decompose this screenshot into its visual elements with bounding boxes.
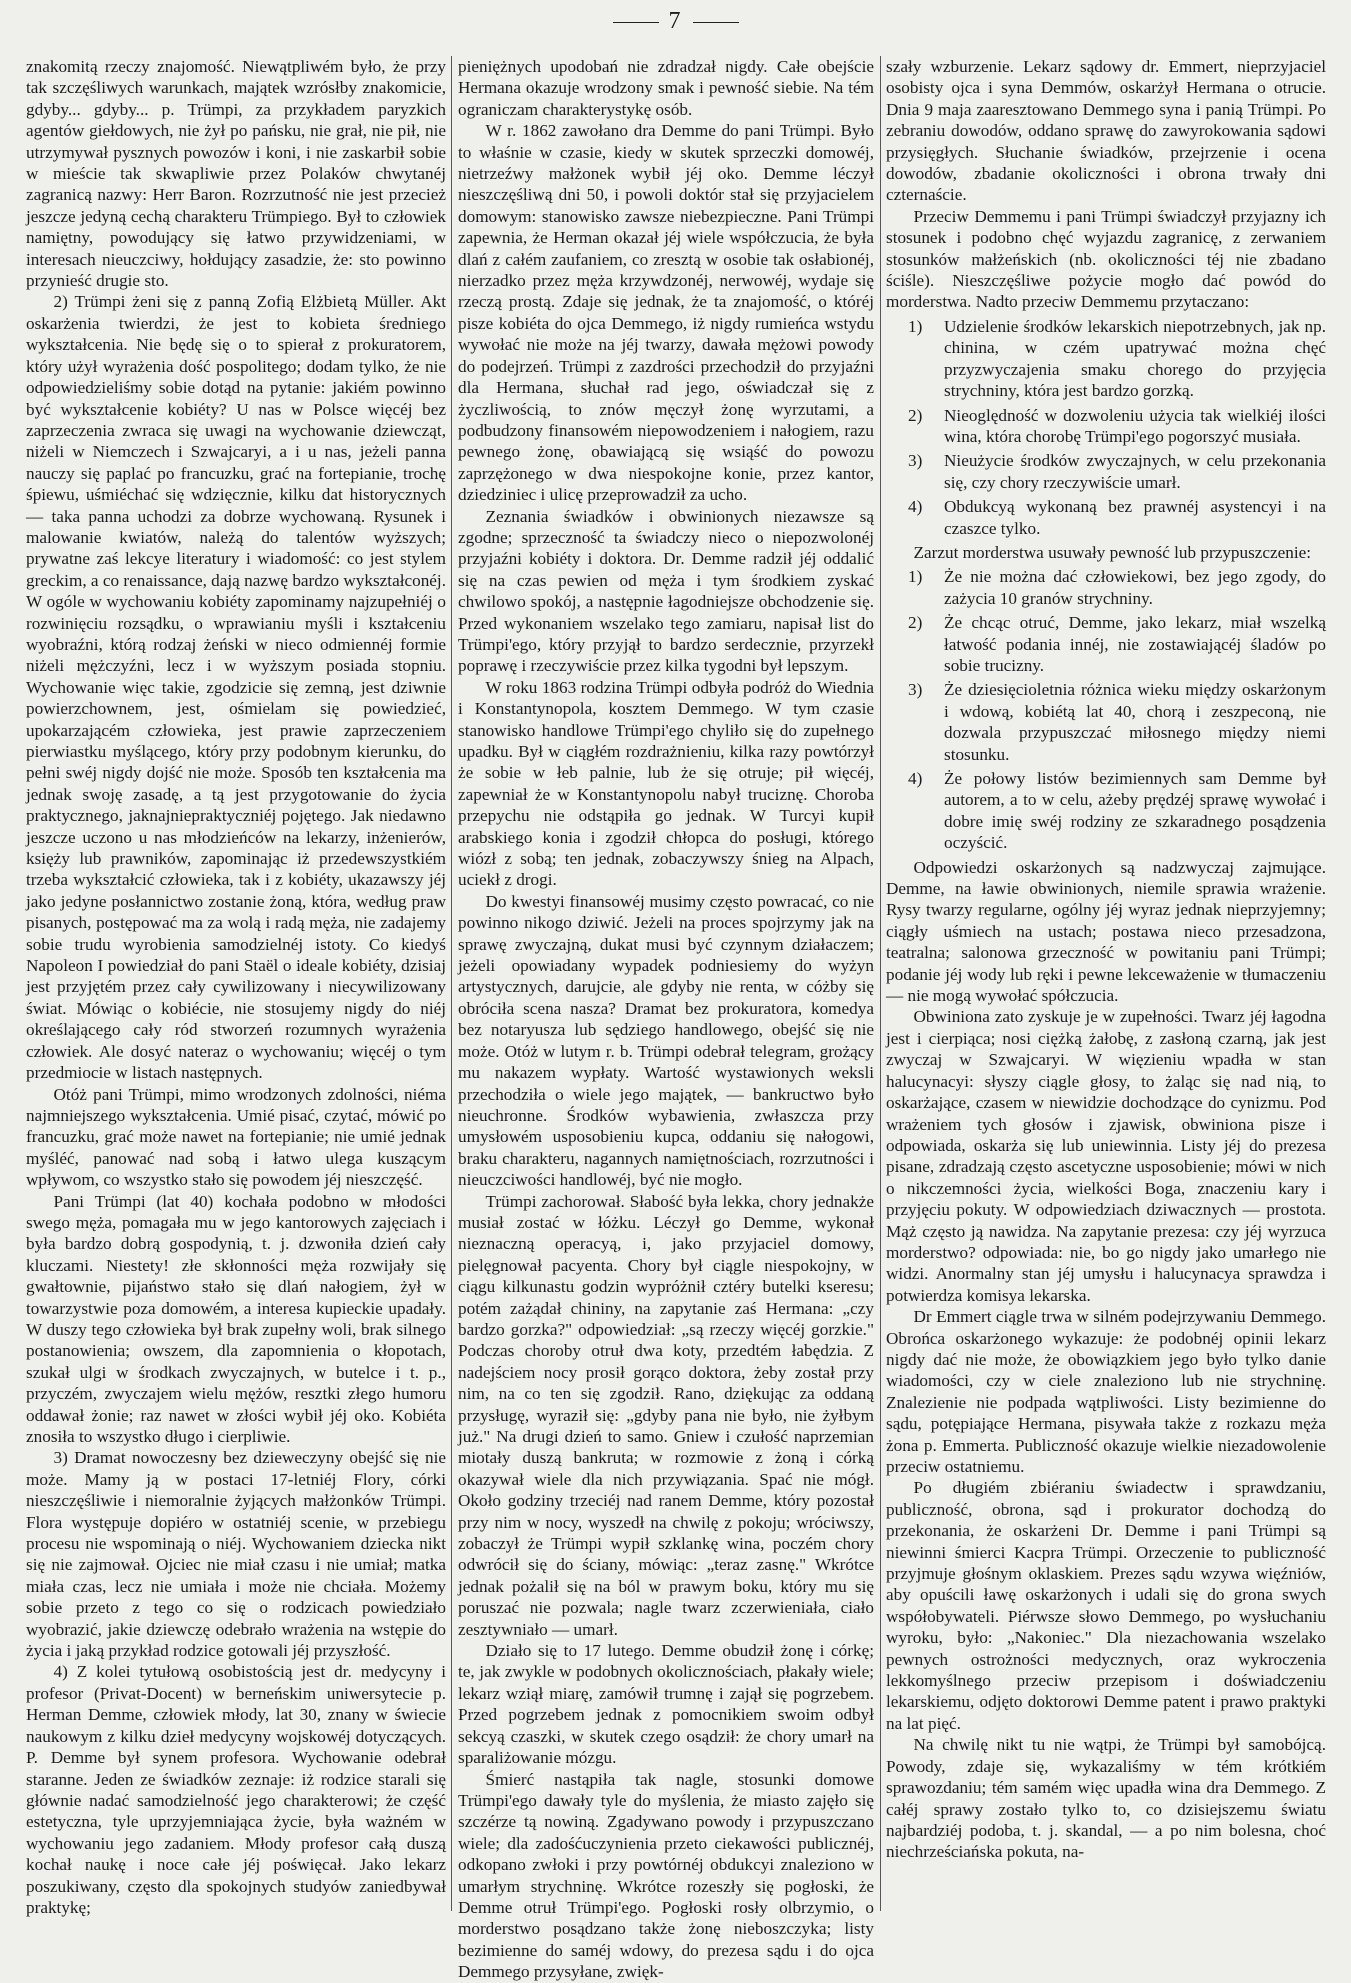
paragraph: Do kwestyi finansowéj musimy często powracać, co nie powinno nikogo dziwić. Jeżeli na proces spojrzymy jak na sprawę zwyczajną, dukat musi być czynnym działaczem; jeżeli opowiadany wypadek podniesiemy do wyżyn artystycznych, darujcie, ale gdyby nie renta, w cóżby się obróciła scena nasza? Dramat bez prokuratora, komedya bez notaryusza lub sędziego handlowego, obejść się nie może. Otóż w lutym r. b. Trümpi odebrał telegram, grożący mu nakazem wypłaty. Wartość wystawionych weksli przechodziła o wiele jego majątek, — bankructwo było nieuchronne. Środków wybawienia, zwłaszcza przy umysłowém usposobieniu kupca, oddaniu się nałogowi, braku charakteru, nagannych namiętnościach, rozrzutności i nieuczciwości handlowéj, być nie mogło. [458,891,874,1190]
paragraph: znakomitą rzeczy znajomość. Niewątpliwém było, że przy tak szczęśliwych warunkach, majątek wzrósłby znakomicie, gdyby... gdyby... p. Trümpi, za przykładem paryzkich agentów giełdowych, nie żył po pańsku, nie grał, nie pił, nie utrzymywał pysznych powozów i koni, i nie zaskarbił sobie w mieście tak skwapliwie przez Polaków chwytanéj zagranicą nazwy: Herr Baron. Rozrzutność nie jest przecież jeszcze jedyną cechą charakteru Trümpiego. Był to człowiek namiętny, powodujący się łatwo przywidzeniami, w interesach nieuczciwy, hołdujący zasadzie, że: sto powinno przynieść drugie sto. [26,57,446,291]
paragraph: Przeciw Demmemu i pani Trümpi świadczył przyjazny ich stosunek i podobno chęć wyjazdu zagranicę, z zerwaniem stosunków małżeńskich (nb. okoliczności téj nie zbadano ściśle). Nieszczęśliwe pożycie mogło dać powód do morderstwa. Nadto przeciw Demmemu przytaczano: [886,206,1326,312]
paragraph: W roku 1863 rodzina Trümpi odbyła podróż do Wiednia i Konstantynopola, kosztem Demmego. W tym czasie stanowisko handlowe Trümpi'ego chyliło się do zupełnego upadku. Był w ciągłém rozdrażnieniu, kilka razy powtórzył że sobie w łeb palnie, lub że się otruje; pił więcéj, zapewniał że w Konstantynopolu nabył truciznę. Choroba przepychu nie odstąpiła go jednak. W Turcyi kupił arabskiego konia i zgodził chłopca do posługi, którego wiózł z sobą; ten jednak, zobaczywszy śnieg na Alpach, uciekł z drogi. [458,677,874,890]
list-item: 2) Nieoględność w dozwoleniu użycia tak wielkiéj ilości wina, która chorobę Trümpi'ego pogorszyć musiała. [908,405,1326,446]
paragraph: Na chwilę nikt tu nie wątpi, że Trümpi był samobójcą. Powody, zdaje się, wykazaliśmy w tém krótkiém sprawozdaniu; tém samém więc upadła wina dra Demmego. Z całéj sprawy zostało tylko to, co dzisiejszemu światu najbardziéj podoba, t. j. skandal, — a po nim bolesna, choć niechrześciańska pokuta, na- [886,1735,1326,1862]
list-item: 2) Że chcąc otruć, Demme, jako lekarz, miał wszelką łatwość podania innéj, nie zostawiającéj śladów po sobie trucizny. [908,613,1326,675]
page-number: 7 [0,8,1351,35]
paragraph: Otóż pani Trümpi, mimo wrodzonych zdolności, niéma najmniejszego wykształcenia. Umié pisać, czytać, mówić po francuzku, grać może nawet na fortepianie; nie umié jednak myśléć, panować nad sobą i łatwo ulega kuszącym wpływom, co wszystko stało się powodem jéj nieszczęść. [26,1084,446,1190]
paragraph: W r. 1862 zawołano dra Demme do pani Trümpi. Było to właśnie w czasie, kiedy w skutek sprzeczki domowéj, nietrzeźwy małżonek wybił jéj oko. Demme léczył nieszczęśliwą dni 50, i powoli doktór stał się przyjacielem domowym: stanowisko zawsze niebezpieczne. Pani Trümpi zapewnia, że Herman okazał jéj wiele współczucia, że była dlań z całém zaufaniem, co zresztą w osobie tak osłabionéj, nierzadko przez męża krzywdzonéj, nerwowéj, wydaje się rzeczą prostą. Zdaje się jednak, że ta znajomość, o któréj pisze kobiéta do ojca Demmego, iż nigdy rumieńca wstydu wywołać nie może na jéj twarzy, dawała mężowi powody do podejrzeń. Trümpi z zazdrości przechodził do przyjaźni dla Hermana, słuchał rad jego, oświadczał się z życzliwością, to znów męczył żonę wyrzutami, a podbudzony finansowém niepowodzeniem i nałogiem, razu pewnego żonę, obawiającą się wsiąść do powozu zaprzężonego w dwa niespokojne konie, przez kantor, dziedziniec i ulicę przeprowadził za ucho. [458,121,874,505]
paragraph: 3) Dramat nowoczesny bez dzieweczyny obejść się nie może. Mamy ją w postaci 17-letniéj Flory, córki nieszczęśliwie i niemoralnie żyjących małżonków Trümpi. Flora występuje dopiéro w ostatniéj scenie, w przebiegu procesu nie wspominają o niéj. Wychowaniem dziecka nikt się nie zajmował. Ojciec nie miał czasu i nie umiał; matka miała czas, lecz nie umiała i może nie chciała. Możemy sobie przeto z tego co się o rodzicach powiedziało wyobrazić, jakie dziewczę odebrało wrażenia na wstępie do życia i jaką przykład rodzice gotowali jéj przyszłość. [26,1448,446,1661]
defense-list [886,566,1326,853]
paragraph: Trümpi zachorował. Słabość była lekka, chory jednakże musiał zostać w łóżku. Léczył go Demme, wykonał nieznaczną operacyą, i, jako przyjaciel domowy, pielęgnował pacyenta. Chory był ciągle niespokojny, w ciągu kilkunastu godzin wypróżnił cztéry butelki kseresu; potém zażądał chininy, na zapytanie zaś Hermana: „czy bardzo gorzka?" odpowiedział: „są rzeczy więcéj gorzkie." Podczas choroby otruł dwa koty, przedtém łabędzia. Z nadejściem nocy prosił gorąco doktora, żeby został przy nim, na co ten się zgodził. Rano, dziękując za oddaną przysługę, wyraził się: „gdyby pana nie było, nie żyłbym już." Na drugi dzień to samo. Gniew i czułość naprzemian miotały duszą bankruta; w rozmowie z żoną i córką okazywał wiele dla nich przywiązania. Spać nie mógł. Około godziny trzeciéj nad ranem Demme, który pozostał przy nim w nocy, wyszedł na chwilę z pokoju; wróciwszy, zobaczył że Trümpi wypił szklankę wina, poczém chory odwrócił się do ściany, mówiąc: „teraz zasnę." Wkrótce jednak pożalił się na ból w prawym boku, który mu się poruszać nie pozwala; nagle twarz zczerwieniała, ciało zesztywniało — umarł. [458,1191,874,1639]
list-item: 3) Że dziesięcioletnia różnica wieku między oskarżonym i wdową, kobiétą lat 40, chorą i zeszpeconą, nie dozwala przypuszczać miłosnego między niemi stosunku. [908,680,1326,764]
paragraph: Śmierć nastąpiła tak nagle, stosunki domowe Trümpi'ego dawały tyle do myślenia, że miasto zajęło się szczérze tą nowiną. Zgadywano powody i przypuszczano wiele; dla zadośćuczynienia przeto ciekawości publicznéj, odkopano zwłoki i przy powtórnéj obdukcyi znaleziono w umarłym strychninę. Wkrótce rozeszły się pogłoski, że Demme otruł Trümpi'ego. Pogłoski rosły olbrzymio, o morderstwo posądzano także żonę nieboszczyka; listy bezimienne do saméj wdowy, do prezesa sądu i do ojca Demmego przysyłane, zwięk- [458,1769,874,1982]
paragraph: Zarzut morderstwa usuwały pewność lub przypuszczenie: [913,542,1312,562]
column-2 [458,56,874,1982]
paragraph: Obwiniona zato zyskuje je w zupełności. Twarz jéj łagodna jest i cierpiąca; nosi ciężką żałobę, z zasłoną czarną, jak jest zwyczaj w Szwajcaryi. W więzieniu wpadła w stan halucynacyi: słyszy ciągle głosy, to żaląc się nad nią, to oskarżające, czasem w niewidzie dochodzące do cynizmu. Pod wrażeniem tych głosów i zjawisk, obwiniona pisze i odpowiada, oskarża się lub uniewinnia. Listy jéj do prezesa pisane, zdradzają często ascetyczne usposobienie; mówi w nich o nikczemności życia, wielkości Boga, znaczeniu kary i przyjęciu pokuty. W odpowiedziach dziwacznych — prostota. Mąż często ją nawidza. Na zapytanie prezesa: czy jéj wyrzuca morderstwo? odpowiada: nie, bo go nigdy jako umarłego nie widzi. Anormalny stan jéj umysłu i halucynacya sprawdza i potwierdza komisya lekarska. [886,1007,1326,1305]
paragraph: 2) Trümpi żeni się z panną Zofią Elżbietą Müller. Akt oskarżenia twierdzi, że jest to kobieta średniego wykształcenia. Nie będę się o to spierał z prokuratorem, który użył wyrażenia dość pospolitego; dodam tylko, że nie odpowiedzieliśmy sobie dotąd na pytanie: jakiém powinno być wykształcenie kobiéty? U nas w Polsce więcéj bez zaprzeczenia zwraca się uwagi na wychowanie dziewcząt, niżeli w Niemczech i Szwajcaryi, a i u nas, jeżeli panna nauczy się paplać po francuzku, grać na fortepianie, trochę śpiewu, uśmiéchać się wdzięcznie, kilku dat historycznych — taka panna uchodzi za dobrze wychowaną. Rysunek i malowanie kwiatów, należą do talentów wyższych; prywatne zaś lekcye literatury i wiadomość: co jest stylem greckim, a co renaissance, dają nazwę bardzo wykształconéj. W ogóle w wychowaniu kobiéty zapominamy najzupełniéj o rozwinięciu rozsądku, o wprawianiu myśli i kształceniu wyobraźni, którą rodzaj żeński w nieco odmiennéj formie niżeli mężczyźni, lecz i w wyższym posiada stopniu. Wychowanie więc takie, zgodzicie się zemną, jest dziwnie powierzchownem, jest, ośmielam się powiedzieć, upokarzającém człowieka, jest prawie zaprzeczeniem pierwiastku myślącego, który przy podobnym kierunku, do pełni swéj nigdy dojść nie może. Sposób ten kształcenia ma jednak swoję zasadę, a tą jest przygotowanie do życia praktycznego, jaknajniepraktyczniéj pojętego. Jak niedawno jeszcze uczono u nas młodzieńców na lekarzy, inżenierów, księży lub prawników, zapominając iż przedewszystkiém trzeba wykształcić człowieka, tak i z kobiéty, ukazawszy jéj jako jedyne posłannictwo zostanie żoną, która, według praw pisanych, postępować ma za wolą i radą męża, nie zadajemy sobie trudu wyrobienia samodzielnéj istoty. Co kiedyś Napoleon I powiedział do pani Staël o ideale kobiéty, dzisiaj jest przyjętém przez cały cywilizowany i niecywilizowany świat. Mówiąc o kobiécie, nie stosujemy nigdy do niéj określającego cały ród stworzeń rozumnych wyrażenia człowiek. Ale dosyć nateraz o wychowaniu; więcéj o tym przedmiocie w listach następnych. [26,292,446,1083]
column-divider [451,56,452,1911]
charges-list [886,316,1326,539]
paragraph: pieniężnych upodobań nie zdradzał nigdy. Całe obejście Hermana okazuje wrodzony smak i pewność siebie. Na tém ograniczam charakterystykę osób. [458,57,874,119]
paragraph: Dr Emmert ciągle trwa w silném podejrzywaniu Demmego. Obrońca oskarżonego wykazuje: że podobnéj opinii lekarz nigdy dać nie może, że obowiązkiem jego było tylko danie wiadomości, czy w ciele znaleziono lub nie strychninę. Znalezienie nie podpada wątpliwości. Listy bezimienne do sądu, potępiające Hermana, pisywała także z rozkazu męża żona p. Emmerta. Publiczność okazuje wielkie niezadowolenie przeciw ostatniemu. [886,1307,1326,1476]
paragraph: Odpowiedzi oskarżonych są nadzwyczaj zajmujące. Demme, na ławie obwinionych, niemile sprawia wrażenie. Rysy twarzy regularne, ogólny jéj wyraz jednak nieprzyjemny; ciągły uśmiech na ustach; postawa nieco przesadzona, teatralna; salonowa grzeczność w powitaniu pani Trümpi; podanie jéj wody lub ręki i pewne lekceważenie w tłumaczeniu — nie mogą wywołać spółczucia. [886,857,1326,1006]
list-item: 3) Nieużycie środków zwyczajnych, w celu przekonania się, czy chory rzeczywiście umarł. [908,451,1326,492]
paragraph: Działo się to 17 lutego. Demme obudził żonę i córkę; te, jak zwykle w podobnych okolicznościach, płakały wiele; lekarz wziął miarę, zamówił trumnę i zajął się pogrzebem. Przed pogrzebem jednak z pomocnikiem swoim odbył sekcyą czaszki, w skutek czego osądził: że chory umarł na sparaliżowanie mózgu. [458,1641,874,1768]
list-item: 1) Udzielenie środków lekarskich niepotrzebnych, jak np. chinina, w czém upatrywać można chęć przyzwyczajenia smaku chorego do przyjęcia strychniny, która jest bardzo gorzką. [908,316,1326,401]
column-3 [886,56,1326,1916]
column-divider [880,56,881,1911]
paragraph: Zeznania świadków i obwinionych niezawsze są zgodne; sprzeczność ta świadczy nieco o niepozwolonéj przyjaźni kobiéty i doktora. Dr. Demme radził jéj oddalić się na czas pewien od męża i tym środkiem zyskać chwilowo spokój, a następnie łagodniejsze obchodzenie się. Przed wykonaniem wszelako tego zamiaru, napisał list do Trümpi'ego, który przyjął to bardzo serdecznie, przyrzekł poprawę i rzeczywiście przez kilka tygodni był lepszym. [458,506,874,676]
page-number-dash [613,22,659,23]
list-item: 1) Że nie można dać człowiekowi, bez jego zgody, do zażycia 10 granów strychniny. [908,567,1326,608]
list-item: 4) Że połowy listów bezimiennych sam Demme był autorem, a to w celu, ażeby prędzéj sprawę wywołać i dobre imię swéj rodziny ze szkaradnego posądzenia oczyścić. [908,769,1326,853]
paragraph: szały wzburzenie. Lekarz sądowy dr. Emmert, nieprzyjaciel osobisty ojca i syna Demmów, oskarżył Hermana o otrucie. Dnia 9 maja zaaresztowano Demmego syna i panią Trümpi. Po zebraniu dowodów, oddano sprawę do zawyrokowania sądowi przysięgłych. Słuchanie świadków, przejrzenie i ocena dowodów, zbadanie okoliczności i obrona trwały dni czternaście. [886,57,1326,205]
paragraph: 4) Z kolei tytułową osobistością jest dr. medycyny i profesor (Privat-Docent) w berneńskim uniwersytecie p. Herman Demme, człowiek młody, lat 30, znany w świecie naukowym z kilku dzieł medycyny wojskowéj dotyczących. P. Demme był synem profesora. Wychowanie odebrał staranne. Jeden ze świadków zeznaje: iż rodzice starali się głównie nadać samodzielność jego charakterowi; że część estetyczna, tyle uprzyjemniająca życie, była ważném w wychowaniu jego zadaniem. Młody profesor całą duszą kochał naukę i noce całe jéj poświęcał. Jako lekarz poszukiwany, często dla spokojnych studyów zaniedbywał praktykę; [26,1662,446,1917]
page-number-dash [693,22,739,23]
paragraph: Pani Trümpi (lat 40) kochała podobno w młodości swego męża, pomagała mu w jego kantorowych zajęciach i była bardzo dobrą gospodynią, t. j. dzwoniła dzień cały kluczami. Niestety! złe skłonności męża rozwijały się gwałtownie, pijaństwo stało się dlań nałogiem, żył w towarzystwie poza domowém, a interesa kupieckie upadały. W duszy tego człowieka był brak zupełny woli, brak silnego postanowienia; owszem, dla zapomnienia o kłopotach, szukał ulgi w środkach zwyczajnych, w butelce i t. p., przyczém, zwyczajem wielu mężów, resztki złego humoru oddawał żonie; raz nawet w złości wybił jéj oko. Kobiéta znosiła to wszystko długo i cierpliwie. [26,1191,446,1446]
paragraph: Po długiém zbiéraniu świadectw i sprawdzaniu, publiczność, obrona, sąd i prokurator dochodzą do przekonania, że oskarżeni Dr. Demme i pani Trümpi są niewinni śmierci Kacpra Trümpi. Orzeczenie to publiczność przyjmuje głośnym oklaskiem. Prezes sądu wzywa więźniów, aby opuścili ławę oskarżonych i udali się do grona swych współobywateli. Piérwsze słowo Demmego, po wysłuchaniu wyroku, było: „Nakoniec." Dla niezachowania wszelako pewnych ostrożności medycznych, oraz wykroczenia lekkomyślnego przeciw przepisom i doświadczeniu lekarskiemu, odjęto doktorowi Demme patent i prawo praktyki na lat pięć. [886,1478,1326,1733]
column-1 [26,56,446,1916]
list-item: 4) Obdukcyą wykonaną bez prawnéj asystencyi i na czaszce tylko. [908,497,1326,538]
